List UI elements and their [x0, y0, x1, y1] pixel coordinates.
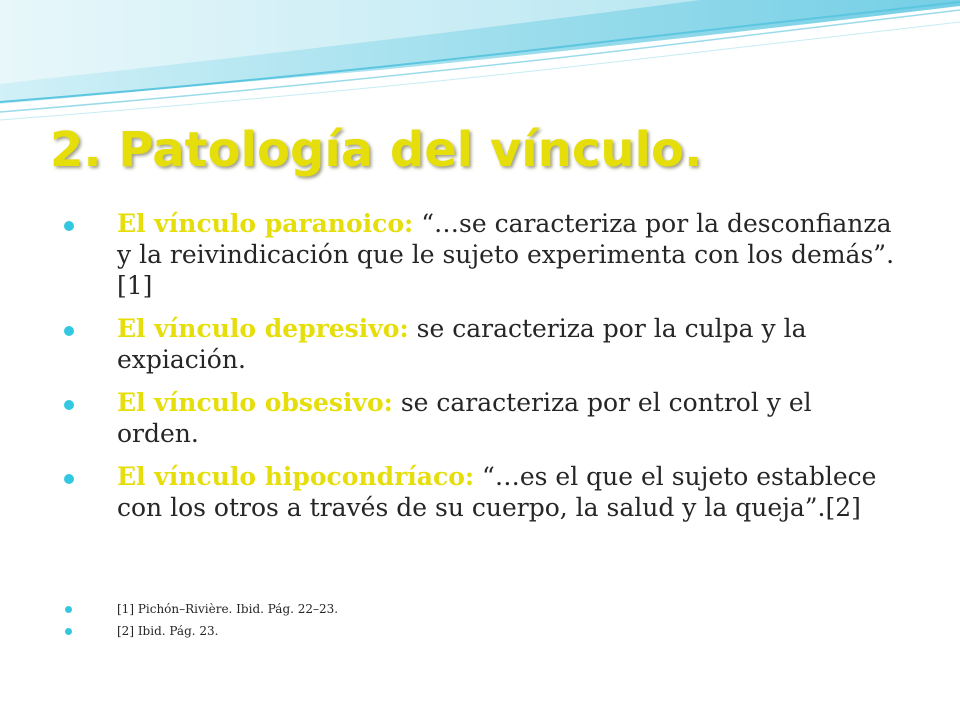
bullet-text: se caracteriza por el control y el orden. — [117, 388, 812, 448]
bullet-dot-icon — [64, 221, 74, 231]
bullet-dot-icon — [64, 400, 74, 410]
bullet-dot-icon — [65, 606, 72, 613]
bullet-text: “…se caracteriza por la desconfianza y la reivindicación que le sujeto experimenta con los demás”.[1] — [117, 209, 895, 300]
bullet-list — [60, 208, 900, 535]
bullet-item — [60, 208, 900, 301]
bullet-text: se caracteriza por la culpa y la expiación. — [117, 314, 807, 374]
reference-item — [60, 620, 338, 642]
bullet-dot-icon — [64, 474, 74, 484]
bullet-item — [60, 387, 900, 449]
reference-item — [60, 598, 338, 620]
reference-list — [60, 598, 338, 642]
bullet-text: “…es el que el sujeto establece con los otros a través de su cuerpo, la salud y la queja”.[2] — [117, 462, 877, 522]
bullet-term: El vínculo obsesivo: — [117, 388, 393, 417]
bullet-dot-icon — [65, 628, 72, 635]
bullet-term: El vínculo hipocondríaco: — [117, 462, 475, 491]
page-title: 2. Patología del vínculo. — [50, 122, 703, 178]
bullet-item — [60, 461, 900, 523]
bullet-term: El vínculo depresivo: — [117, 314, 409, 343]
bullet-dot-icon — [64, 326, 74, 336]
bullet-term: El vínculo paranoico: — [117, 209, 414, 238]
decorative-wave-header — [0, 0, 960, 130]
reference-text: [1] Pichón–Rivière. Ibid. Pág. 22–23. — [117, 602, 339, 616]
reference-text: [2] Ibid. Pág. 23. — [117, 624, 219, 638]
bullet-item — [60, 313, 900, 375]
